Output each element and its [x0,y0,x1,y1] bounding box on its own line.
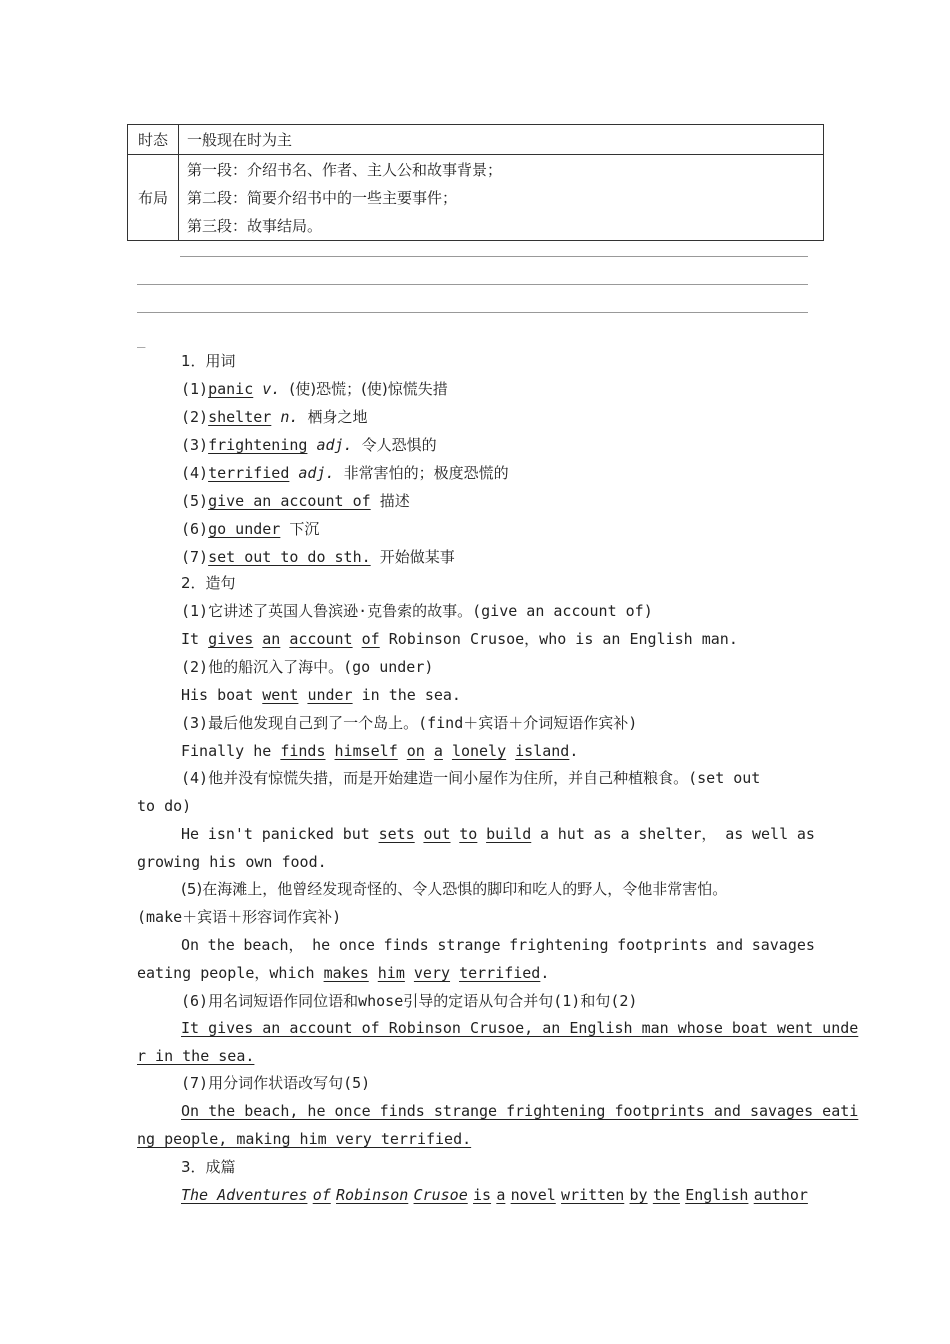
answer-6-line-1: It gives an account of Robinson Crusoe, an English man whose boat went unde [181,1019,859,1037]
writing-line-end: _ [137,332,146,348]
question-5-line-1: (5)在海滩上，他曾经发现奇怪的、令人恐惧的脚印和吃人的野人，令他非常害怕。 [181,880,728,898]
writing-line [137,312,808,313]
section-heading-vocabulary: 1．用词 [181,352,236,370]
answer-4-line-2: growing his own food. [137,853,327,871]
vocab-item: (2)shelter n. 栖身之地 [181,408,368,426]
question-5-line-2: (make＋宾语＋形容词作宾补) [137,908,342,926]
table-label-tense: 时态 [128,125,179,155]
table-label-layout: 布局 [128,155,179,241]
vocab-item: (4)terrified adj. 非常害怕的；极度恐慌的 [181,464,509,482]
answer-6-line-2: r in the sea. [137,1047,255,1065]
composition-line: The Adventures of Robinson Crusoe is a novel written by the English author [181,1186,808,1204]
answer-3: Finally he finds himself on a lonely island. [181,742,579,760]
question-3: (3)最后他发现自己到了一个岛上。(find＋宾语＋介词短语作宾补) [181,714,638,732]
writing-line [137,284,808,285]
vocab-item: (5)give an account of 描述 [181,492,410,510]
section-heading-sentences: 2．造句 [181,574,236,592]
writing-line [180,256,808,257]
table-row [128,125,824,155]
question-4-line-1: (4)他并没有惊慌失措，而是开始建造一间小屋作为住所，并自己种植粮食。(set out [181,769,761,787]
question-2: (2)他的船沉入了海中。(go under) [181,658,434,676]
layout-paragraph-3: 第三段：故事结局。 [187,216,323,235]
section-heading-composition: 3．成篇 [181,1158,236,1176]
answer-7-line-1: On the beach, he once finds strange frightening footprints and savages eati [181,1102,859,1120]
writing-guide-table [127,124,824,241]
vocab-item: (7)set out to do sth. 开始做某事 [181,548,455,566]
answer-5-line-1: On the beach， he once finds strange frightening footprints and savages [181,936,815,954]
table-row [128,155,824,241]
answer-7-line-2: ng people, making him very terrified. [137,1130,472,1148]
vocab-item: (3)frightening adj. 令人恐惧的 [181,436,437,454]
answer-2: His boat went under in the sea. [181,686,461,704]
layout-paragraph-2: 第二段：简要介绍书中的一些主要事件； [187,188,458,207]
table-value-layout [179,155,824,241]
question-6: (6)用名词短语作同位语和whose引导的定语从句合并句(1)和句(2) [181,992,638,1010]
vocab-item: (1)panic v. (使)恐慌；(使)惊慌失措 [181,380,448,398]
table-value-tense: 一般现在时为主 [179,125,824,155]
question-7: (7)用分词作状语改写句(5) [181,1074,371,1092]
answer-4-line-1: He isn't panicked but sets out to build a hut as a shelter， as well as [181,825,815,843]
layout-paragraph-1: 第一段：介绍书名、作者、主人公和故事背景； [187,160,503,179]
vocab-item: (6)go under 下沉 [181,520,320,538]
question-4-line-2: to do) [137,797,192,815]
question-1: (1)它讲述了英国人鲁滨逊·克鲁索的故事。(give an account of) [181,602,653,620]
answer-5-line-2: eating people，which makes him very terrified. [137,964,550,982]
answer-1: It gives an account of Robinson Crusoe，who is an English man. [181,630,738,648]
